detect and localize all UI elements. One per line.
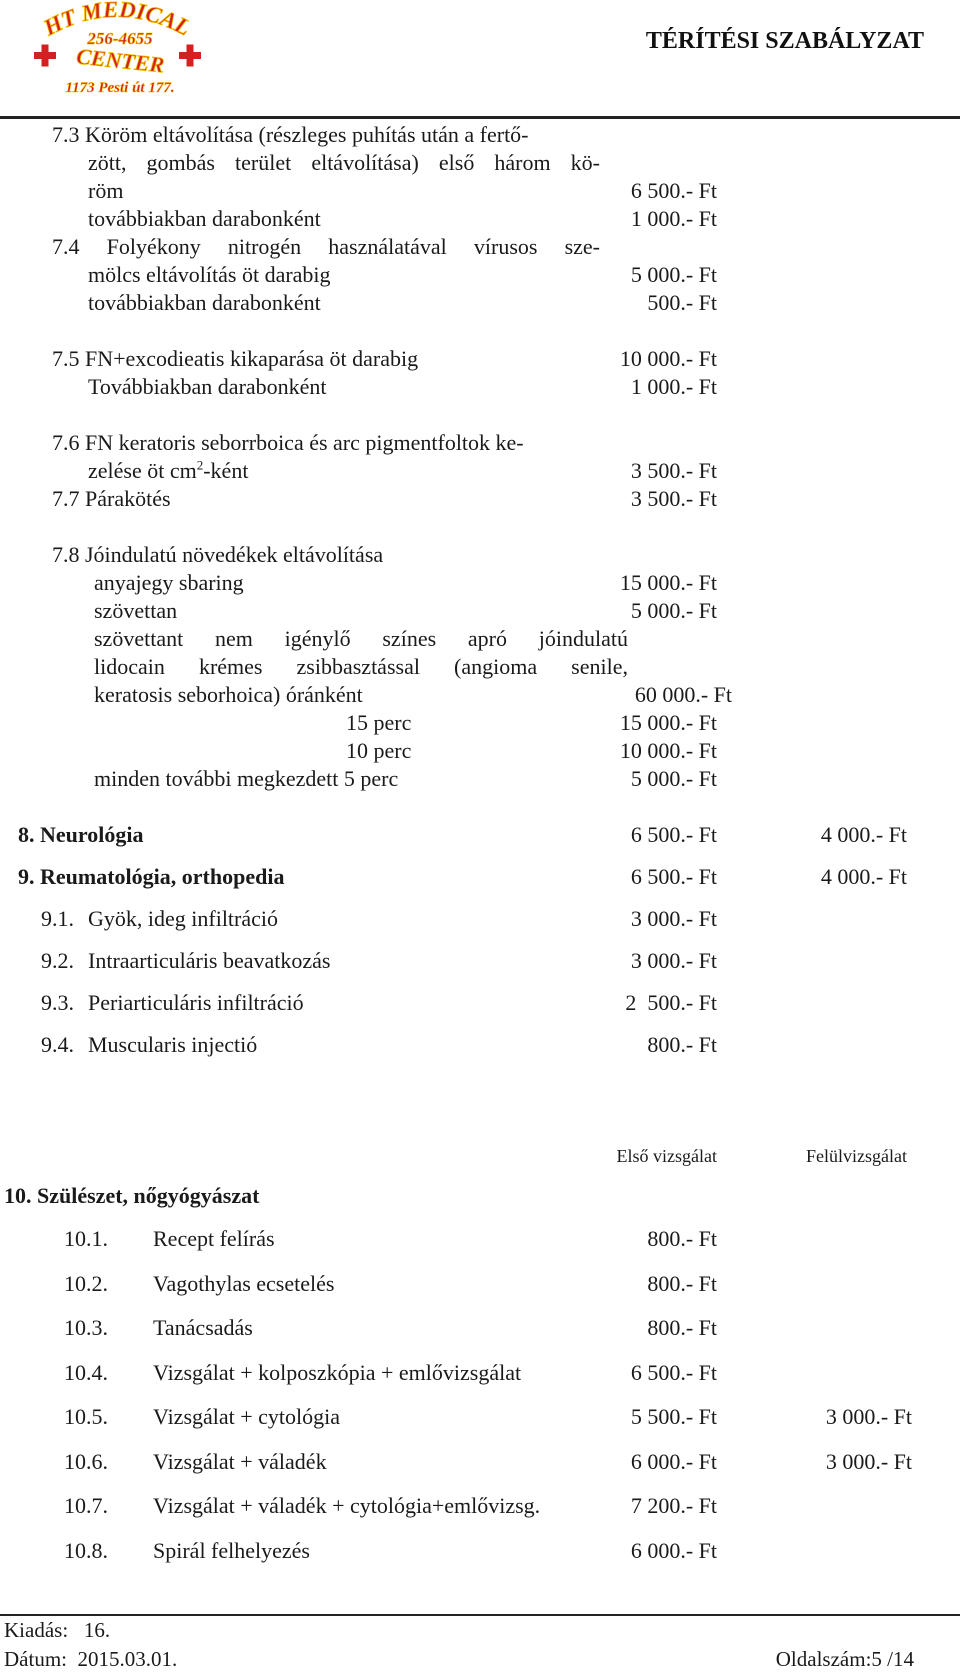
item-number: 9.3. (41, 990, 74, 1015)
price: 15 000.- Ft (619, 710, 717, 735)
followup-price: 4 000.- Ft (820, 822, 907, 847)
item-7-7-line-1: 7.7 Párakötés (52, 486, 171, 511)
item-7-8-line-2: anyajegy sbaring (94, 570, 244, 595)
price: 6 000.- Ft (630, 1449, 717, 1474)
ht-medical-center-logo (28, 0, 206, 105)
item-7-3-line-3: röm (88, 178, 124, 203)
item-label: Tanácsadás (153, 1315, 253, 1340)
item-7-8-line-6: keratosis seborhoica) óránként (94, 682, 363, 707)
header-divider (0, 116, 960, 119)
item-7-8-line-1: 7.8 Jóindulatú növedékek eltávolítása (52, 542, 384, 567)
item-number: 10.2. (64, 1271, 108, 1296)
item-7-3-line-2: zött, gombás terület eltávolítása) első három kö- (88, 150, 600, 175)
item-7-8-line-4: szövettant nem igénylő színes apró jóindulatú (94, 626, 628, 651)
svg-text:256-4655: 256-4655 (87, 29, 153, 48)
item-number: 9.2. (41, 948, 74, 973)
section-10-title: 10. Szülészet, nőgyógyászat (4, 1183, 260, 1208)
price: 10 000.- Ft (619, 346, 717, 371)
followup-price: 3 000.- Ft (825, 1404, 912, 1429)
price: 2 500.- Ft (625, 990, 717, 1015)
column-header-followup: Felülvizsgálat (806, 1146, 907, 1166)
item-number: 9.1. (41, 906, 74, 931)
footer-issue: Kiadás: 16. (4, 1618, 111, 1642)
price: 5 000.- Ft (630, 262, 717, 287)
price: 800.- Ft (647, 1226, 717, 1251)
price: 7 200.- Ft (630, 1493, 717, 1518)
item-7-3-line-4: továbbiakban darabonként (88, 206, 321, 231)
price: 6 500.- Ft (630, 178, 717, 203)
item-number: 10.3. (64, 1315, 108, 1340)
item-number: 10.6. (64, 1449, 108, 1474)
price: 15 000.- Ft (619, 570, 717, 595)
price: 3 000.- Ft (630, 906, 717, 931)
item-7-8-line-5: lidocain krémes zsibbasztással (angioma senile, (94, 654, 628, 679)
price: 6 500.- Ft (630, 822, 717, 847)
section-9-title: 9. Reumatológia, orthopedia (18, 864, 285, 889)
followup-price: 4 000.- Ft (820, 864, 907, 889)
footer-date: Dátum: 2015.03.01. (4, 1647, 178, 1671)
item-label: Vizsgálat + váladék + cytológia+emlővizsg. (153, 1493, 541, 1518)
item-label: Intraarticuláris beavatkozás (88, 948, 331, 973)
price: 3 500.- Ft (630, 458, 717, 483)
item-7-6-line-2: zelése öt $cm^2$-ként (88, 457, 249, 483)
red-cross-icon (179, 45, 201, 67)
item-label: Recept felírás (153, 1226, 275, 1251)
item-7-8-line-7: 15 perc (346, 710, 412, 735)
price: 6 500.- Ft (630, 864, 717, 889)
item-7-4-line-3: továbbiakban darabonként (88, 290, 321, 315)
price: 60 000.- Ft (634, 682, 732, 707)
price: 3 000.- Ft (630, 948, 717, 973)
item-number: 10.8. (64, 1538, 108, 1563)
item-7-4-line-2: mölcs eltávolítás öt darabig (88, 262, 331, 287)
item-7-5-line-1: 7.5 FN+excodieatis kikaparása öt darabig (52, 346, 419, 371)
item-7-8-line-8: 10 perc (346, 738, 412, 763)
item-7-4-line-1: 7.4 Folyékony nitrogén használatával vírusos sze- (52, 234, 600, 259)
price: 800.- Ft (647, 1271, 717, 1296)
item-number: 10.1. (64, 1226, 108, 1251)
price: 10 000.- Ft (619, 738, 717, 763)
item-label: Muscularis injectió (88, 1032, 258, 1057)
column-header-first-exam: Első vizsgálat (616, 1146, 717, 1166)
price: 5 000.- Ft (630, 766, 717, 791)
item-label: Vagothylas ecsetelés (153, 1271, 335, 1296)
logo-brand-text: HT MEDICAL (39, 0, 195, 41)
svg-text:1173 Pesti út 177.: 1173 Pesti út 177. (65, 80, 175, 96)
document-title: TÉRÍTÉSI SZABÁLYZAT (645, 28, 924, 54)
svg-text:CENTER: CENTER (75, 43, 166, 78)
price: 500.- Ft (647, 290, 717, 315)
item-label: Vizsgálat + cytológia (153, 1404, 341, 1429)
item-7-8-line-3: szövettan (94, 598, 178, 623)
item-label: Gyök, ideg infiltráció (88, 906, 279, 931)
item-label: Vizsgálat + váladék (153, 1449, 327, 1474)
item-number: 10.7. (64, 1493, 108, 1518)
item-label: Spirál felhelyezés (153, 1538, 310, 1563)
footer-page-number: Oldalszám:5 /14 (775, 1647, 914, 1671)
price: 1 000.- Ft (630, 374, 717, 399)
price: 800.- Ft (647, 1032, 717, 1057)
item-number: 10.4. (64, 1360, 108, 1385)
item-label: Periarticuláris infiltráció (88, 990, 304, 1015)
price: 3 500.- Ft (630, 486, 717, 511)
price: 6 000.- Ft (630, 1538, 717, 1563)
item-7-3-line-1: 7.3 Köröm eltávolítása (részleges puhítás után a fertő- (52, 122, 529, 147)
item-7-8-line-9: minden további megkezdett 5 perc (94, 766, 399, 791)
footer-divider (0, 1614, 960, 1616)
price: 1 000.- Ft (630, 206, 717, 231)
price: 800.- Ft (647, 1315, 717, 1340)
followup-price: 3 000.- Ft (825, 1449, 912, 1474)
price: 5 500.- Ft (630, 1404, 717, 1429)
item-label: Vizsgálat + kolposzkópia + emlővizsgálat (153, 1360, 522, 1385)
price: 6 500.- Ft (630, 1360, 717, 1385)
item-number: 9.4. (41, 1032, 74, 1057)
section-8-title: 8. Neurológia (18, 822, 144, 847)
item-number: 10.5. (64, 1404, 108, 1429)
item-7-6-line-1: 7.6 FN keratoris seborrboica és arc pigmentfoltok ke- (52, 430, 524, 455)
item-7-5-line-2: Továbbiakban darabonként (88, 374, 327, 399)
red-cross-icon (34, 45, 56, 67)
price: 5 000.- Ft (630, 598, 717, 623)
